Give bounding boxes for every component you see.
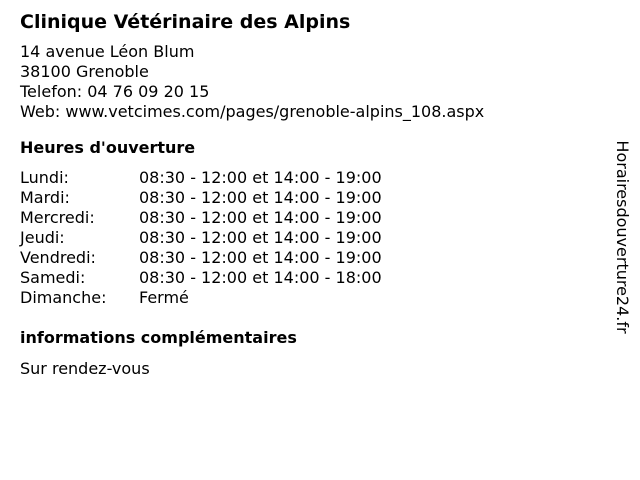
day-hours: 08:30 - 12:00 et 14:00 - 19:00 — [139, 228, 382, 247]
hours-row-thursday — [20, 228, 600, 248]
clinic-name: Clinique Vétérinaire des Alpins — [20, 11, 351, 33]
hours-row-friday — [20, 248, 600, 268]
day-hours: 08:30 - 12:00 et 14:00 - 19:00 — [139, 168, 382, 187]
info-text: Sur rendez-vous — [20, 359, 150, 378]
hours-table — [20, 168, 600, 308]
day-hours: Fermé — [139, 288, 189, 307]
hours-row-saturday — [20, 268, 600, 288]
hours-row-wednesday — [20, 208, 600, 228]
hours-row-sunday — [20, 288, 600, 308]
listing-card — [20, 8, 600, 379]
day-label: Samedi: — [20, 268, 86, 287]
website-link[interactable]: Web: www.vetcimes.com/pages/grenoble-alpins_108.aspx — [20, 102, 485, 121]
address-city: 38100 Grenoble — [20, 62, 149, 81]
day-label: Dimanche: — [20, 288, 107, 307]
info-heading: informations complémentaires — [20, 328, 297, 347]
day-label: Mercredi: — [20, 208, 95, 227]
day-hours: 08:30 - 12:00 et 14:00 - 19:00 — [139, 248, 382, 267]
day-label: Mardi: — [20, 188, 70, 207]
hours-heading: Heures d'ouverture — [20, 138, 196, 157]
day-label: Jeudi: — [20, 228, 65, 247]
phone-number[interactable]: Telefon: 04 76 09 20 15 — [20, 82, 210, 101]
day-hours: 08:30 - 12:00 et 14:00 - 19:00 — [139, 188, 382, 207]
day-hours: 08:30 - 12:00 et 14:00 - 18:00 — [139, 268, 382, 287]
brand-watermark: Horairesdouverture24.fr — [613, 140, 632, 334]
day-label: Vendredi: — [20, 248, 96, 267]
hours-row-tuesday — [20, 188, 600, 208]
day-hours: 08:30 - 12:00 et 14:00 - 19:00 — [139, 208, 382, 227]
address-street: 14 avenue Léon Blum — [20, 42, 195, 61]
day-label: Lundi: — [20, 168, 69, 187]
hours-row-monday — [20, 168, 600, 188]
